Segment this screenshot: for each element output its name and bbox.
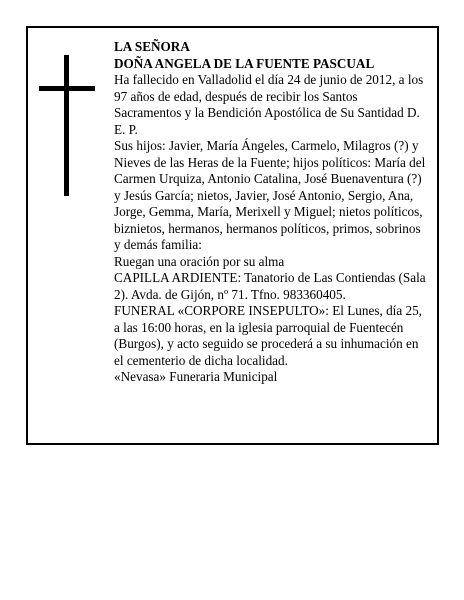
obituary-text [114,39,426,386]
cross-vertical-bar [64,55,69,196]
deceased-name: DOÑA ANGELA DE LA FUENTE PASCUAL [114,55,375,71]
prayer-request: Ruegan una oración por su alma [114,253,285,269]
death-notice: Ha fallecido en Valladolid el día 24 de junio de 2012, a los 97 años de edad, después de recibir los Santos Sacramentos y la Bendición Apostólica de Su Santidad D. E. P. [114,72,424,137]
funeral-home: «Nevasa» Funeraria Municipal [114,369,278,384]
family-list: Sus hijos: Javier, María Ángeles, Carmelo, Milagros (?) y Nieves de las Heras de la Fuente; hijos políticos: María del Carmen Urquiza, Antonio Catalina, José Buenaventura (?) y Jesús García; nietos, Javier, José Antonio, Sergio, Ana, Jorge, Gemma, María, Merixell y Miguel; nietos políticos, biznietos, hermanos, hermanos políticos, primos, sobrinos y demás familia: [114,138,426,252]
funeral-info: FUNERAL «CORPORE INSEPULTO»: El Lunes, día 25, a las 16:00 horas, en la iglesia parroquial de Fuentecén (Burgos), y acto seguido se procederá a su inhumación en el cementerio de dicha localidad. [114,303,422,368]
chapel-info: CAPILLA ARDIENTE: Tanatorio de Las Contiendas (Sala 2). Avda. de Gijón, nº 71. Tfno. 983360405. [114,270,426,302]
notice-title: LA SEÑORA [114,39,190,54]
cross-horizontal-bar [39,86,95,91]
